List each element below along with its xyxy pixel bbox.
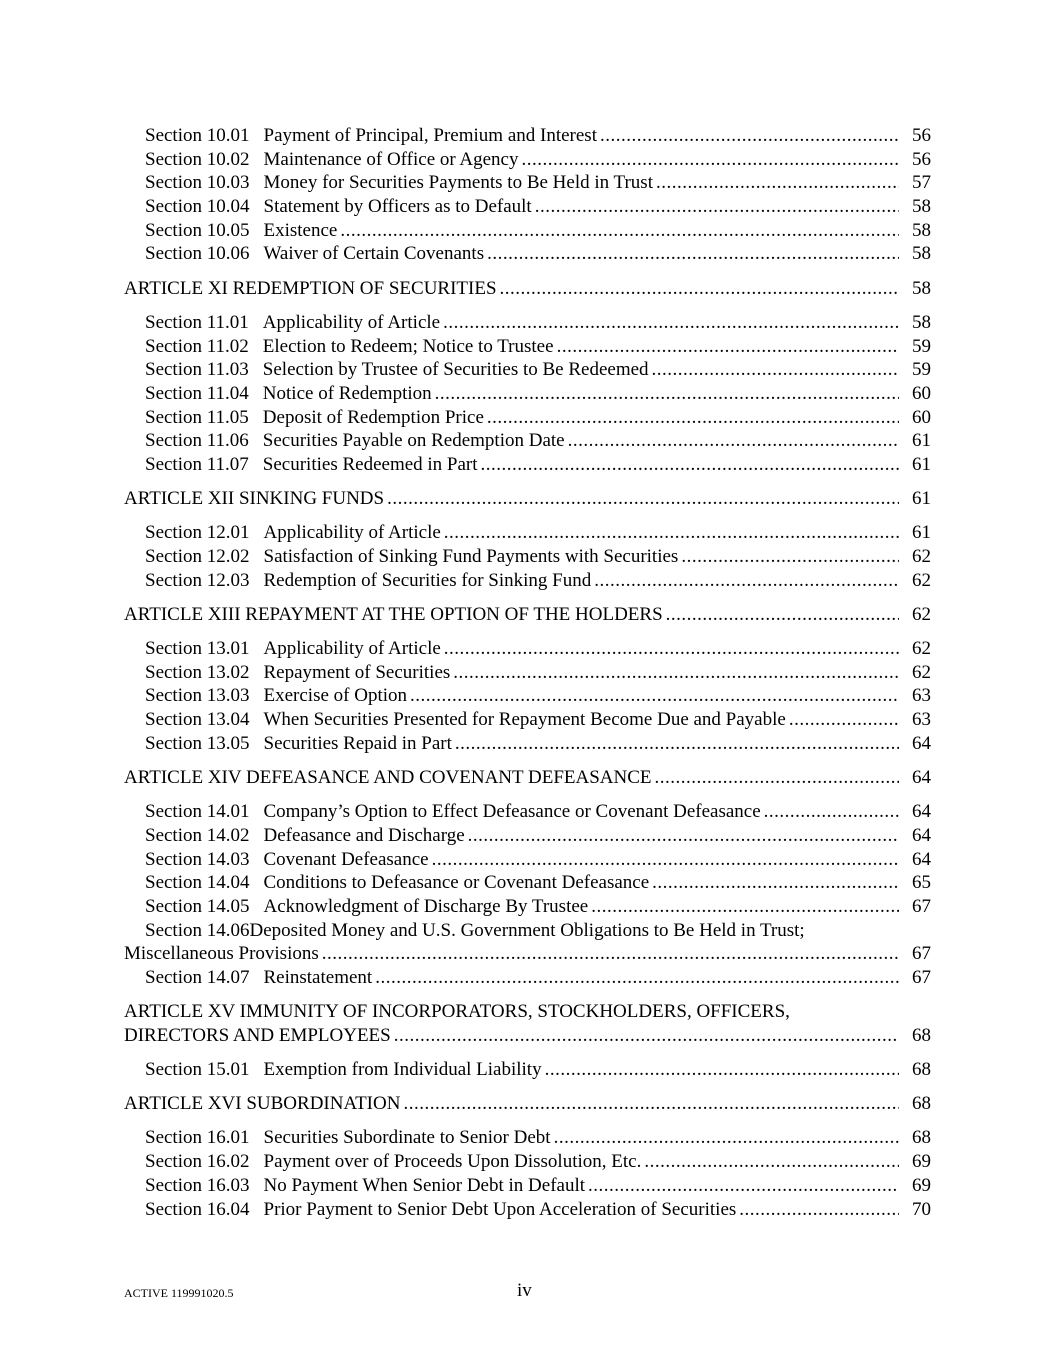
page-ref: 63 — [912, 709, 931, 731]
section-number: Section 16.03 — [145, 1174, 250, 1196]
entry-line — [145, 242, 931, 266]
entry-text — [145, 1174, 585, 1198]
entry-line — [145, 661, 931, 685]
entry-line — [145, 1198, 931, 1222]
section-title: When Securities Presented for Repayment Become Due and Payable — [263, 709, 786, 731]
entry-text — [145, 966, 372, 990]
section-title: Existence — [263, 219, 338, 241]
toc-section-entry[interactable] — [124, 895, 931, 919]
dot-leader — [568, 429, 899, 453]
entry-text — [145, 848, 429, 872]
toc-section-entry[interactable] — [124, 824, 931, 848]
toc-section-entry[interactable] — [124, 1174, 931, 1198]
entry-line — [145, 521, 931, 545]
section-title: Defeasance and Discharge — [263, 824, 465, 846]
toc-section-entry[interactable] — [124, 708, 931, 732]
section-number: Section 10.01 — [145, 125, 250, 146]
section-number: Section 16.01 — [145, 1127, 250, 1149]
section-title: Repayment of Securities — [263, 661, 451, 683]
toc-section-entry[interactable] — [124, 453, 931, 477]
entry-line — [145, 708, 931, 732]
entry-text — [124, 277, 497, 301]
toc-article-entry[interactable] — [124, 603, 931, 627]
dot-leader — [656, 171, 899, 195]
page-ref: 69 — [912, 1151, 931, 1173]
page-ref: 61 — [912, 430, 931, 452]
entry-text — [145, 684, 407, 708]
section-number: Section 14.04 — [145, 872, 250, 894]
page-ref: 60 — [912, 406, 931, 428]
section-title: Securities Subordinate to Senior Debt — [263, 1127, 551, 1149]
dot-leader — [789, 708, 899, 732]
entry-text — [124, 1092, 400, 1116]
entry-line — [124, 603, 931, 627]
toc-article-entry[interactable] — [124, 487, 931, 511]
dot-leader — [468, 824, 899, 848]
page-number: iv — [517, 1280, 532, 1301]
toc-section-entry[interactable] — [124, 148, 931, 172]
page-ref: 68 — [912, 1059, 931, 1081]
dot-leader — [375, 966, 899, 990]
dot-leader — [432, 848, 899, 872]
section-number: Section 11.05 — [145, 406, 249, 428]
entry-continuation-line — [124, 942, 931, 966]
dot-leader — [591, 895, 899, 919]
dot-leader — [443, 311, 899, 335]
table-of-contents — [124, 124, 931, 1221]
toc-section-entry[interactable] — [124, 1150, 931, 1174]
toc-section-entry[interactable] — [124, 800, 931, 824]
entry-text — [124, 487, 384, 511]
section-title: Applicability of Article — [263, 522, 441, 544]
section-title: Money for Securities Payments to Be Held in Trust — [263, 172, 653, 194]
section-title: Exemption from Individual Liability — [263, 1059, 542, 1081]
section-number: Section 13.04 — [145, 709, 250, 731]
toc-section-entry[interactable] — [124, 637, 931, 661]
dot-leader — [487, 242, 899, 266]
section-number: Section 14.03 — [145, 848, 250, 870]
toc-section-entry[interactable] — [124, 966, 931, 990]
section-title: Deposit of Redemption Price — [262, 406, 484, 428]
dot-leader — [500, 277, 899, 301]
dot-leader — [652, 358, 899, 382]
entry-line — [145, 311, 931, 335]
section-title: Covenant Defeasance — [263, 848, 429, 870]
section-number: Section 10.03 — [145, 172, 250, 194]
page-ref: 56 — [912, 148, 931, 170]
section-title: No Payment When Senior Debt in Default — [263, 1174, 586, 1196]
dot-leader — [557, 335, 899, 359]
dot-leader — [655, 766, 899, 790]
entry-line — [124, 487, 931, 511]
dot-leader — [545, 1058, 899, 1082]
entry-line — [145, 406, 931, 430]
article-title: ARTICLE XV IMMUNITY OF INCORPORATORS, STOCKHOLDERS, OFFICERS, — [124, 1001, 790, 1023]
entry-line — [145, 569, 931, 593]
section-number: Section 12.01 — [145, 522, 250, 544]
toc-section-entry[interactable] — [124, 382, 931, 406]
page-ref: 64 — [912, 824, 931, 846]
section-number: Section 11.07 — [145, 453, 249, 475]
section-number: Section 14.01 — [145, 801, 250, 823]
entry-line — [145, 219, 931, 243]
toc-section-entry[interactable] — [124, 219, 931, 243]
dot-leader — [444, 637, 899, 661]
page-ref: 60 — [912, 382, 931, 404]
dot-leader — [681, 545, 899, 569]
page-ref: 62 — [912, 638, 931, 660]
entry-line — [145, 732, 931, 756]
page-ref: 58 — [912, 219, 931, 241]
document-id: ACTIVE 119991020.5 — [124, 1286, 234, 1300]
section-title: Redemption of Securities for Sinking Fund — [263, 569, 592, 591]
entry-text — [145, 521, 441, 545]
entry-first-line — [124, 1000, 931, 1024]
entry-line — [145, 848, 931, 872]
section-number: Section 11.04 — [145, 382, 249, 404]
entry-text — [145, 453, 478, 477]
dot-leader — [652, 871, 899, 895]
dot-leader — [403, 1092, 899, 1116]
page-ref: 63 — [912, 685, 931, 707]
section-title: Payment over of Proceeds Upon Dissolution, Etc. — [263, 1151, 642, 1173]
toc-article-entry[interactable] — [124, 1000, 931, 1047]
toc-section-entry[interactable] — [124, 171, 931, 195]
section-number: Section 11.01 — [145, 311, 249, 333]
page-ref: 59 — [912, 335, 931, 357]
page-ref: 62 — [912, 603, 931, 625]
entry-text — [145, 1058, 542, 1082]
page-ref: 57 — [912, 172, 931, 194]
entry-text — [145, 124, 597, 148]
section-number: Section 13.02 — [145, 661, 250, 683]
entry-text — [145, 335, 554, 359]
page-ref: 68 — [912, 1127, 931, 1149]
entry-text — [145, 661, 450, 685]
section-title: Deposited Money and U.S. Government Obligations to Be Held in Trust; — [249, 919, 805, 941]
section-number: Section 15.01 — [145, 1059, 250, 1081]
section-title: Selection by Trustee of Securities to Be Redeemed — [262, 359, 649, 381]
toc-section-entry[interactable] — [124, 406, 931, 430]
entry-line — [145, 637, 931, 661]
entry-line — [145, 684, 931, 708]
section-number: Section 14.05 — [145, 895, 250, 917]
section-number: Section 11.03 — [145, 359, 249, 381]
entry-line — [145, 124, 931, 148]
dot-leader — [594, 569, 899, 593]
dot-leader — [739, 1198, 899, 1222]
section-title: Exercise of Option — [263, 685, 408, 707]
entry-line — [145, 453, 931, 477]
page-ref: 61 — [912, 488, 931, 510]
entry-continuation-line — [124, 1024, 931, 1048]
entry-line — [124, 1092, 931, 1116]
section-title: Prior Payment to Senior Debt Upon Acceleration of Securities — [263, 1198, 737, 1220]
entry-text — [124, 603, 663, 627]
entry-text — [145, 895, 588, 919]
entry-text — [145, 569, 591, 593]
toc-section-entry[interactable] — [124, 242, 931, 266]
section-number: Section 11.02 — [145, 335, 249, 357]
section-number: Section 13.05 — [145, 732, 250, 754]
toc-section-entry[interactable] — [124, 335, 931, 359]
section-title: Reinstatement — [263, 967, 373, 988]
toc-section-entry[interactable] — [124, 358, 931, 382]
section-title: Conditions to Defeasance or Covenant Defeasance — [263, 872, 650, 894]
article-title: ARTICLE XI REDEMPTION OF SECURITIES — [124, 277, 497, 299]
page-ref: 58 — [912, 196, 931, 218]
section-number: Section 10.02 — [145, 148, 250, 170]
toc-section-entry[interactable] — [124, 661, 931, 685]
page-ref: 64 — [912, 767, 931, 788]
page-ref: 65 — [912, 872, 931, 894]
dot-leader — [444, 521, 899, 545]
entry-text — [145, 800, 761, 824]
section-number: Section 13.03 — [145, 685, 250, 707]
dot-leader — [588, 1174, 899, 1198]
toc-section-entry[interactable] — [124, 1198, 931, 1222]
entry-text — [145, 824, 465, 848]
toc-section-entry[interactable] — [124, 195, 931, 219]
page-ref: 61 — [912, 522, 931, 544]
toc-section-entry[interactable] — [124, 569, 931, 593]
entry-text — [145, 382, 432, 406]
page-ref: 70 — [912, 1198, 931, 1220]
entry-text — [145, 195, 532, 219]
section-title: Applicability of Article — [262, 311, 441, 333]
page-ref: 64 — [912, 732, 931, 754]
dot-leader — [764, 800, 899, 824]
toc-section-entry[interactable] — [124, 429, 931, 453]
toc-section-entry[interactable] — [124, 521, 931, 545]
entry-line — [145, 148, 931, 172]
section-number: Section 16.04 — [145, 1198, 250, 1220]
entry-text — [145, 242, 484, 266]
toc-section-entry[interactable] — [124, 1058, 931, 1082]
entry-line — [145, 382, 931, 406]
dot-leader — [455, 732, 899, 756]
section-number: Section 12.02 — [145, 546, 250, 567]
page-ref: 62 — [912, 569, 931, 591]
entry-text — [145, 637, 441, 661]
page-ref: 62 — [912, 546, 931, 567]
section-number: Section 14.06 — [145, 919, 250, 941]
section-title: Company’s Option to Effect Defeasance or Covenant Defeasance — [263, 801, 761, 823]
page-ref: 58 — [912, 277, 931, 299]
entry-text — [145, 732, 452, 756]
entry-line — [145, 966, 931, 990]
article-title: ARTICLE XIV DEFEASANCE AND COVENANT DEFEASANCE — [124, 767, 652, 788]
section-number: Section 14.07 — [145, 967, 250, 988]
section-title: Statement by Officers as to Default — [263, 196, 532, 218]
page-ref: 64 — [912, 801, 931, 823]
page-ref: 58 — [912, 243, 931, 265]
article-title: ARTICLE XIII REPAYMENT AT THE OPTION OF THE HOLDERS — [124, 603, 663, 625]
entry-line — [124, 766, 931, 790]
entry-title-continuation: DIRECTORS AND EMPLOYEES — [124, 1024, 391, 1046]
entry-first-line — [124, 919, 931, 943]
page-ref: 67 — [912, 967, 931, 988]
entry-line — [145, 358, 931, 382]
section-number: Section 11.06 — [145, 430, 249, 452]
dot-leader — [522, 148, 900, 172]
toc-section-entry[interactable] — [124, 545, 931, 569]
dot-leader — [535, 195, 899, 219]
section-title: Securities Repaid in Part — [263, 732, 452, 754]
entry-line — [145, 1150, 931, 1174]
page-ref: 58 — [912, 311, 931, 333]
toc-section-entry[interactable] — [124, 311, 931, 335]
section-title: Election to Redeem; Notice to Trustee — [262, 335, 554, 357]
entry-line — [145, 824, 931, 848]
dot-leader — [453, 661, 899, 685]
entry-text — [145, 429, 565, 453]
toc-article-entry[interactable] — [124, 1092, 931, 1116]
toc-section-entry[interactable] — [124, 732, 931, 756]
dot-leader — [666, 603, 899, 627]
entry-text — [145, 1150, 641, 1174]
dot-leader — [644, 1150, 899, 1174]
entry-line — [145, 800, 931, 824]
dot-leader — [481, 453, 899, 477]
page-ref: 68 — [912, 1093, 931, 1115]
entry-line — [145, 895, 931, 919]
toc-article-entry[interactable] — [124, 277, 931, 301]
toc-section-entry[interactable] — [124, 684, 931, 708]
section-number: Section 16.02 — [145, 1151, 250, 1173]
dot-leader — [435, 382, 899, 406]
toc-section-entry[interactable] — [124, 1126, 931, 1150]
dot-leader — [487, 406, 899, 430]
entry-line — [145, 335, 931, 359]
entry-text — [145, 219, 337, 243]
toc-section-entry[interactable] — [124, 848, 931, 872]
section-number: Section 10.04 — [145, 196, 250, 218]
entry-text — [145, 148, 519, 172]
toc-article-entry[interactable] — [124, 766, 931, 790]
section-number: Section 14.02 — [145, 824, 250, 846]
entry-text — [124, 766, 652, 790]
entry-text — [145, 311, 440, 335]
section-title: Applicability of Article — [263, 638, 441, 660]
dot-leader — [600, 124, 899, 148]
toc-section-entry[interactable] — [124, 124, 931, 148]
article-title: ARTICLE XII SINKING FUNDS — [124, 488, 385, 510]
article-title: ARTICLE XVI SUBORDINATION — [124, 1093, 401, 1115]
dot-leader — [410, 684, 899, 708]
page-ref: 67 — [912, 895, 931, 917]
toc-section-entry[interactable] — [124, 919, 931, 966]
entry-line — [145, 545, 931, 569]
dot-leader — [340, 219, 899, 243]
entry-text — [145, 708, 786, 732]
page-ref: 64 — [912, 848, 931, 870]
dot-leader — [554, 1126, 899, 1150]
entry-line — [145, 171, 931, 195]
entry-text — [145, 871, 649, 895]
entry-text — [145, 406, 484, 430]
section-title: Notice of Redemption — [262, 382, 432, 404]
section-number: Section 10.06 — [145, 243, 250, 265]
dot-leader — [387, 487, 899, 511]
page-ref: 59 — [912, 359, 931, 381]
section-title: Acknowledgment of Discharge By Trustee — [263, 895, 589, 917]
section-title: Securities Redeemed in Part — [262, 453, 478, 475]
section-title: Maintenance of Office or Agency — [263, 148, 519, 170]
entry-title-continuation: Miscellaneous Provisions — [124, 943, 319, 965]
entry-line — [145, 429, 931, 453]
dot-leader — [394, 1024, 899, 1048]
entry-text — [145, 545, 678, 569]
entry-line — [145, 195, 931, 219]
toc-section-entry[interactable] — [124, 871, 931, 895]
section-number: Section 12.03 — [145, 569, 250, 591]
entry-line — [145, 871, 931, 895]
entry-text — [145, 171, 653, 195]
section-number: Section 10.05 — [145, 219, 250, 241]
entry-text — [145, 1126, 551, 1150]
page-ref: 69 — [912, 1174, 931, 1196]
entry-text — [145, 358, 649, 382]
dot-leader — [322, 942, 899, 966]
section-title: Satisfaction of Sinking Fund Payments with Securities — [263, 546, 679, 567]
entry-line — [145, 1174, 931, 1198]
entry-line — [145, 1126, 931, 1150]
page-ref: 62 — [912, 661, 931, 683]
page-ref: 56 — [912, 125, 931, 146]
page-ref: 68 — [912, 1024, 931, 1046]
entry-text — [145, 1198, 736, 1222]
page-ref: 67 — [912, 943, 931, 965]
section-title: Securities Payable on Redemption Date — [262, 430, 565, 452]
section-title: Payment of Principal, Premium and Interest — [263, 125, 597, 146]
page-ref: 61 — [912, 453, 931, 475]
section-title: Waiver of Certain Covenants — [263, 243, 485, 265]
section-number: Section 13.01 — [145, 638, 250, 660]
entry-line — [145, 1058, 931, 1082]
entry-line — [124, 277, 931, 301]
